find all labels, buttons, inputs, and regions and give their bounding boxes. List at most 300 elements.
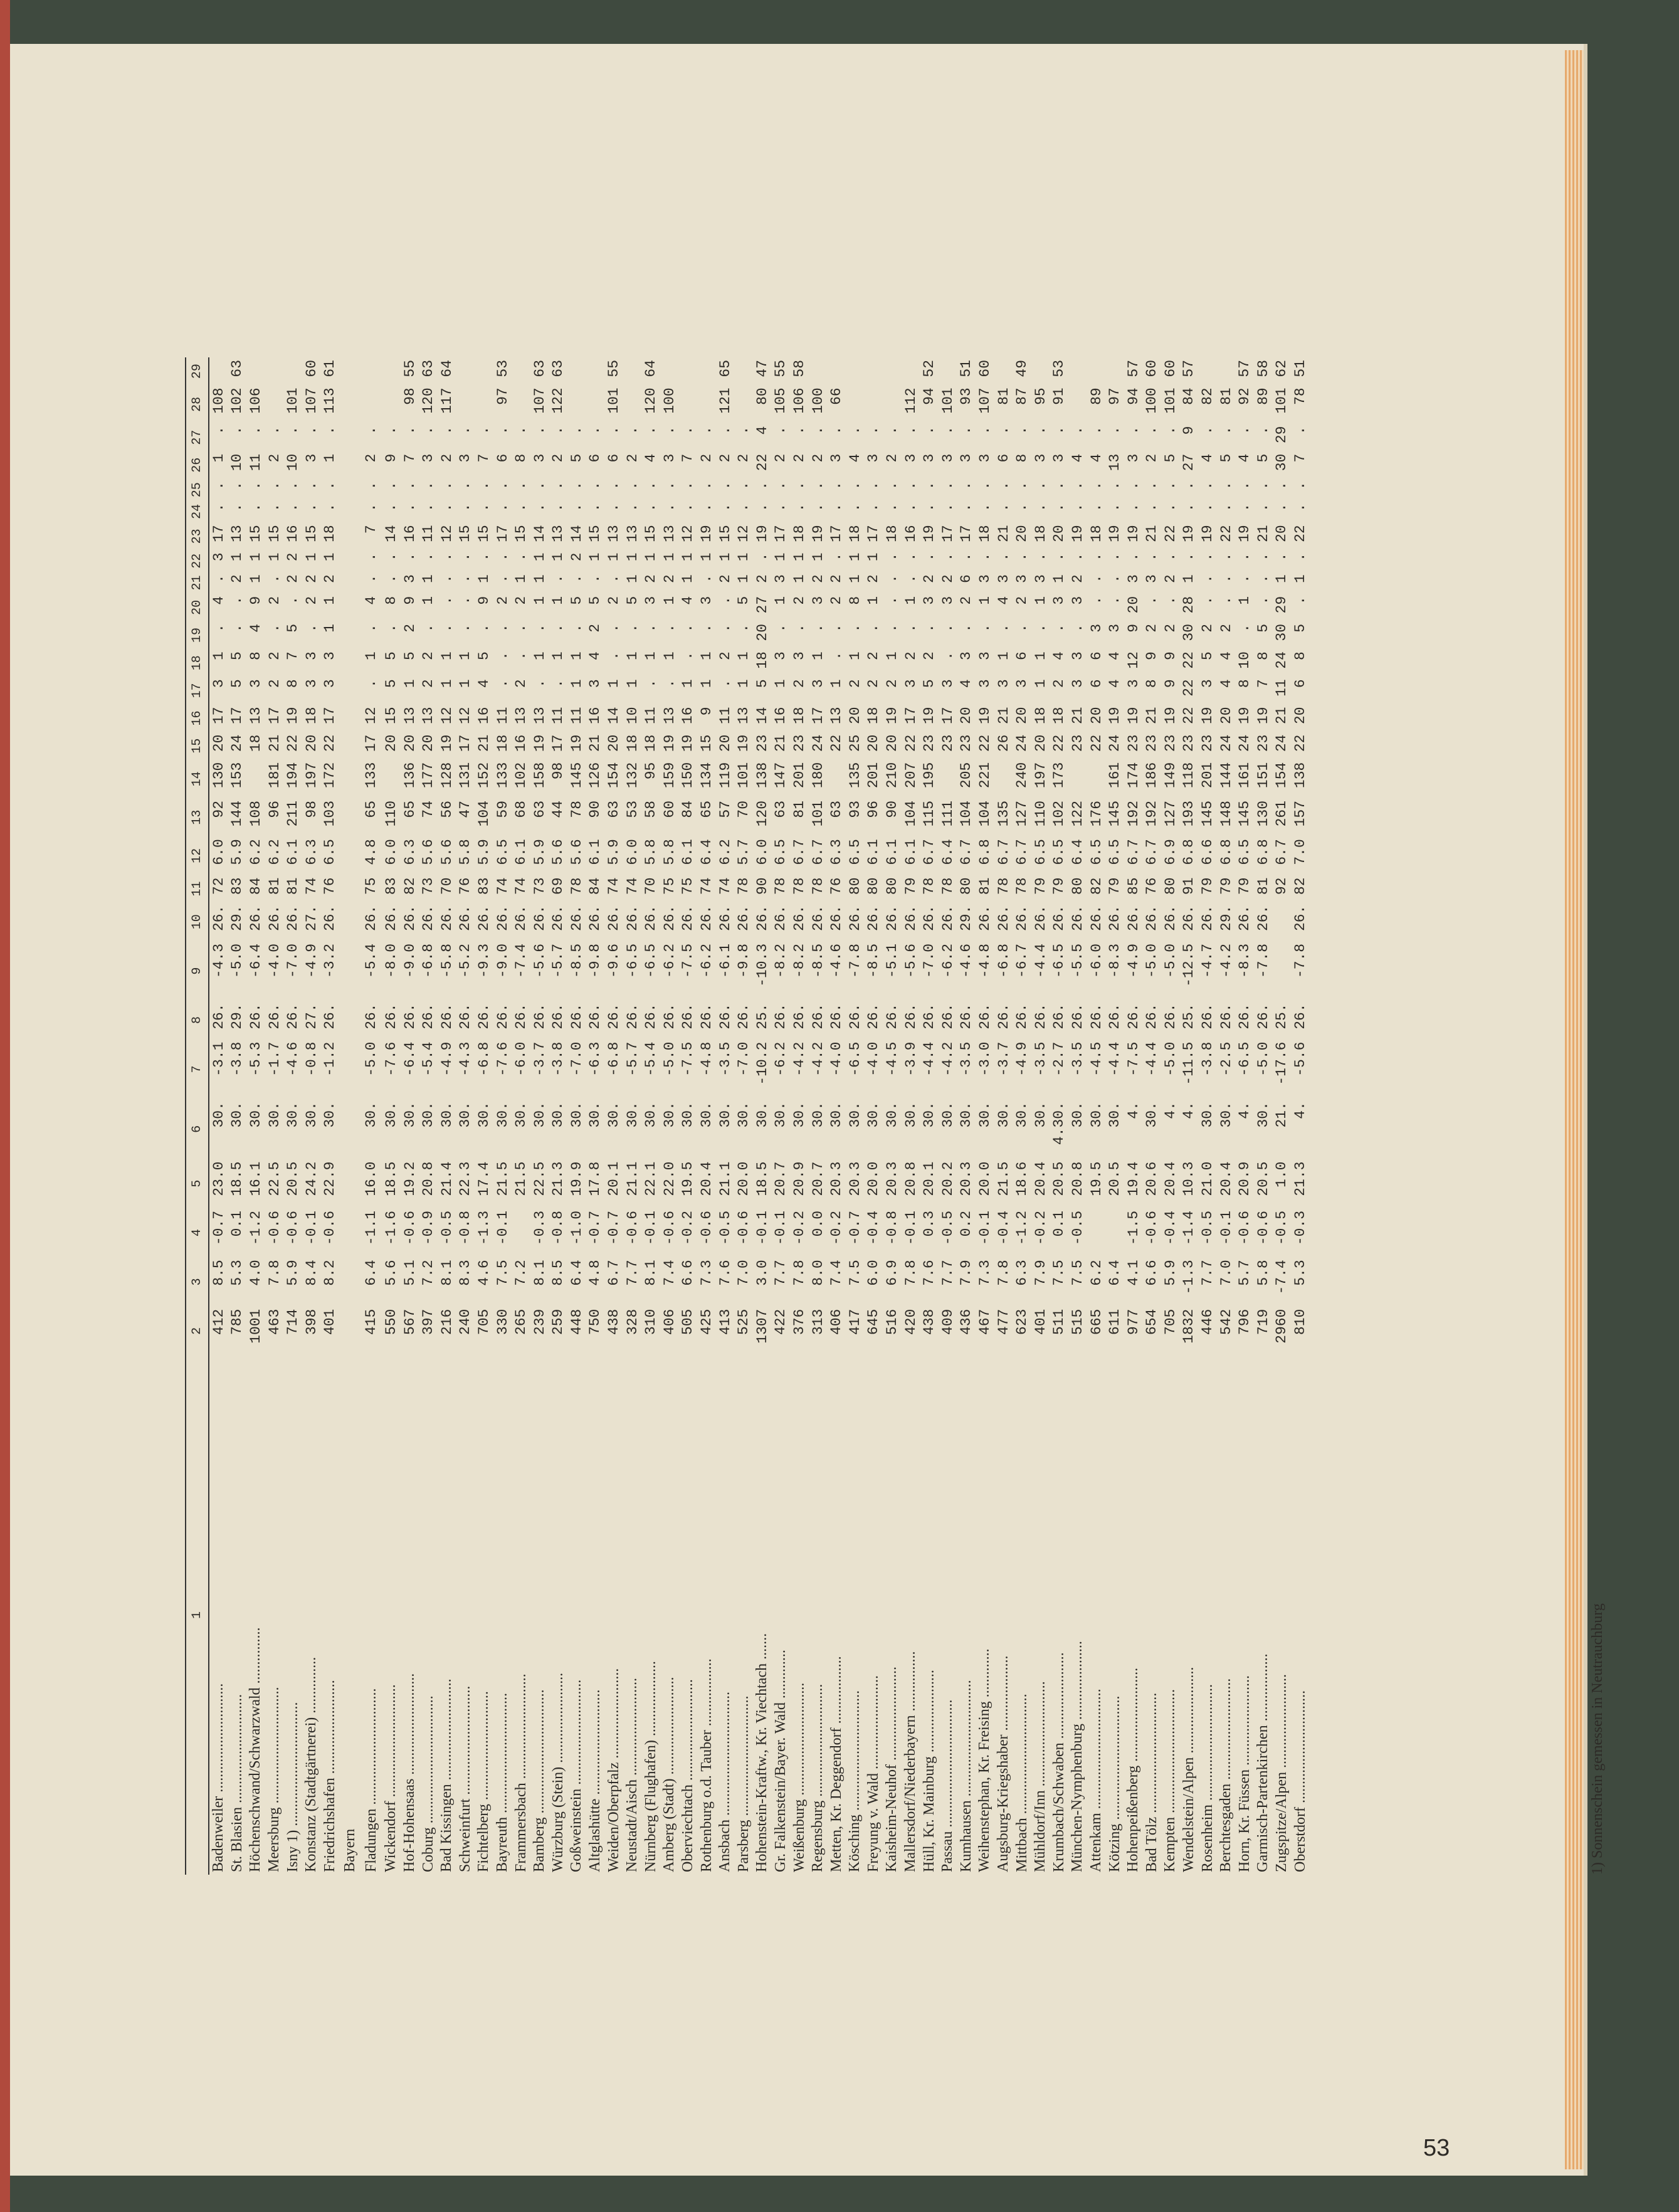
table-cell: 2 bbox=[568, 552, 585, 562]
table-cell: 26. bbox=[661, 905, 678, 932]
table-cell: . bbox=[865, 481, 882, 490]
table-cell: 5.8 bbox=[457, 839, 474, 865]
table-cell: . bbox=[883, 426, 900, 435]
table-cell: 20 bbox=[865, 734, 882, 752]
table-cell: 6.6 bbox=[1199, 839, 1216, 865]
table-cell: 26. bbox=[939, 905, 956, 932]
table-cell: 7.8 bbox=[791, 1260, 808, 1286]
table-cell: 261 bbox=[1273, 800, 1290, 827]
table-cell: 3 bbox=[1125, 679, 1142, 688]
table-row bbox=[1291, 357, 1310, 1875]
table-cell: 17 bbox=[939, 525, 956, 542]
table-cell bbox=[1068, 385, 1087, 423]
station-name: Hüll, Kr. Mainburg ...................... bbox=[920, 1670, 937, 1872]
table-cell: 6.3 bbox=[1014, 1260, 1031, 1286]
table-cell: 1 bbox=[322, 623, 339, 633]
table-cell bbox=[1087, 760, 1106, 798]
table-cell: 26. bbox=[363, 905, 380, 932]
table-cell: -9.3 bbox=[475, 943, 492, 979]
table-cell: -0.7 bbox=[210, 1210, 227, 1246]
column-header: 26 bbox=[186, 451, 209, 479]
table-cell: 26. bbox=[1144, 1003, 1161, 1030]
table-cell: 26. bbox=[883, 1003, 900, 1030]
table-cell: 0.0 bbox=[809, 1210, 826, 1237]
table-cell: -4.2 bbox=[809, 1041, 826, 1077]
table-cell: . bbox=[1144, 503, 1161, 512]
table-cell: 75 bbox=[363, 877, 380, 895]
table-cell: 26. bbox=[828, 905, 845, 932]
table-cell: -10.3 bbox=[754, 943, 771, 987]
table-cell: 9 bbox=[1162, 651, 1179, 660]
table-cell: 21 bbox=[1069, 707, 1086, 725]
table-cell: 22.0 bbox=[661, 1161, 678, 1196]
table-cell: 26. bbox=[1199, 1003, 1216, 1030]
table-cell: . bbox=[606, 651, 623, 660]
table-cell: 73 bbox=[420, 877, 437, 895]
station-name: Regensburg .............................. bbox=[809, 1683, 826, 1872]
table-cell: 3 bbox=[643, 596, 660, 605]
table-cell: . bbox=[587, 503, 604, 512]
table-cell: 6.2 bbox=[717, 839, 734, 865]
table-cell: . bbox=[494, 426, 511, 435]
table-cell: 4. bbox=[1125, 1102, 1142, 1119]
table-cell: 5 bbox=[475, 651, 492, 660]
table-cell: . bbox=[902, 552, 919, 562]
table-cell: 5 bbox=[1255, 453, 1271, 463]
table-cell: 7 bbox=[1292, 453, 1309, 463]
table-cell: 1 bbox=[828, 679, 845, 688]
table-cell: 259 bbox=[550, 1309, 567, 1335]
table-cell: . bbox=[976, 552, 993, 562]
table-cell: 79 bbox=[1218, 877, 1234, 895]
table-cell: 26. bbox=[531, 905, 548, 932]
table-cell bbox=[1087, 1208, 1106, 1257]
table-cell: 265 bbox=[513, 1309, 530, 1335]
table-cell: 79 bbox=[1051, 877, 1068, 895]
table-cell: 18 bbox=[494, 734, 511, 752]
table-cell: 1001 bbox=[247, 1309, 264, 1344]
table-cell: -7.8 bbox=[1255, 943, 1271, 979]
table-cell: -0.6 bbox=[661, 1210, 678, 1246]
table-cell: -1.3 bbox=[1181, 1260, 1197, 1295]
table-row bbox=[209, 357, 228, 1875]
table-cell: 78 bbox=[1292, 387, 1309, 405]
table-cell: 22 bbox=[902, 734, 919, 752]
table-cell: 1307 bbox=[754, 1309, 771, 1344]
table-cell: 94 bbox=[1125, 387, 1142, 405]
table-cell: 76 bbox=[1144, 877, 1161, 895]
table-cell: 3 bbox=[1014, 679, 1031, 688]
table-cell: . bbox=[754, 503, 771, 512]
column-header: 28 bbox=[186, 385, 209, 423]
table-cell: 20.9 bbox=[791, 1161, 808, 1196]
table-cell bbox=[865, 385, 883, 423]
table-cell: 30. bbox=[513, 1102, 530, 1128]
table-cell: 61 bbox=[322, 360, 339, 377]
column-header: 19 bbox=[186, 621, 209, 649]
table-cell: -5.1 bbox=[883, 943, 900, 979]
table-cell: . bbox=[1088, 481, 1105, 490]
table-cell: 7.7 bbox=[1199, 1260, 1216, 1286]
table-cell: 3 bbox=[1125, 574, 1142, 583]
table-cell: 20.1 bbox=[606, 1161, 623, 1196]
table-cell: . bbox=[828, 503, 845, 512]
table-cell: 3 bbox=[1199, 679, 1216, 688]
table-cell: 2 bbox=[303, 574, 320, 583]
table-cell: 7.8 bbox=[995, 1260, 1012, 1286]
table-cell: 17 bbox=[865, 525, 882, 542]
table-cell: 78 bbox=[568, 800, 585, 818]
table-cell: 17 bbox=[939, 707, 956, 725]
column-header: 8 bbox=[186, 1001, 209, 1039]
table-row bbox=[883, 357, 902, 1875]
table-cell: 157 bbox=[1292, 800, 1309, 827]
table-cell: 240 bbox=[457, 1309, 474, 1335]
table-cell: . bbox=[791, 426, 808, 435]
table-cell: 17 bbox=[266, 707, 283, 725]
table-cell: -4.0 bbox=[266, 943, 283, 979]
table-cell: 26. bbox=[1218, 1003, 1234, 1030]
table-cell: 516 bbox=[883, 1309, 900, 1335]
table-cell: 29. bbox=[958, 905, 975, 932]
table-cell bbox=[734, 357, 753, 385]
table-row bbox=[753, 357, 772, 1875]
table-cell: 68 bbox=[513, 800, 530, 818]
table-cell: 1 bbox=[809, 552, 826, 562]
table-cell: 26. bbox=[883, 905, 900, 932]
station-name: Fichtelberg ............................. bbox=[475, 1691, 492, 1872]
table-cell: . bbox=[995, 426, 1012, 435]
table-cell: 313 bbox=[809, 1309, 826, 1335]
station-name: Parsberg ................................ bbox=[735, 1695, 752, 1872]
table-cell: 20.4 bbox=[698, 1161, 715, 1196]
table-cell: . bbox=[363, 481, 380, 490]
table-cell: . bbox=[1069, 481, 1086, 490]
table-cell: 1 bbox=[363, 651, 380, 660]
table-cell: 5.9 bbox=[1162, 1260, 1179, 1286]
table-cell: . bbox=[401, 503, 418, 512]
table-cell: 83 bbox=[229, 877, 246, 895]
table-cell: 7.3 bbox=[976, 1260, 993, 1286]
table-cell: 105 bbox=[772, 387, 789, 414]
table-cell bbox=[994, 760, 1013, 798]
table-cell: 3 bbox=[1069, 679, 1086, 688]
table-cell: 2 bbox=[587, 623, 604, 633]
table-cell: 30. bbox=[266, 1102, 283, 1128]
table-cell: 6.3 bbox=[303, 839, 320, 865]
table-cell: 83 bbox=[382, 877, 399, 895]
table-cell: -6.4 bbox=[247, 943, 264, 979]
table-cell: . bbox=[1162, 481, 1179, 490]
table-cell: 6.6 bbox=[1144, 1260, 1161, 1286]
table-cell: 6.0 bbox=[382, 839, 399, 865]
table-cell: . bbox=[1218, 503, 1234, 512]
table-cell: 19 bbox=[1125, 525, 1142, 542]
table-cell: 20.8 bbox=[902, 1161, 919, 1196]
table-cell: -3.5 bbox=[1032, 1041, 1049, 1077]
table-cell: . bbox=[1181, 552, 1197, 562]
table-cell: 90 bbox=[883, 800, 900, 818]
table-cell: 3 bbox=[976, 453, 993, 463]
table-cell: . bbox=[475, 552, 492, 562]
table-cell: 26. bbox=[1088, 1003, 1105, 1030]
table-cell: 7.2 bbox=[513, 1260, 530, 1286]
table-cell: -0.7 bbox=[846, 1210, 863, 1246]
table-cell bbox=[1068, 357, 1087, 385]
table-cell: -1.5 bbox=[1125, 1210, 1142, 1246]
table-cell: 20.4 bbox=[1032, 1161, 1049, 1196]
table-cell: 26. bbox=[1255, 905, 1271, 932]
station-name: St. Blasien ............................. bbox=[228, 1693, 245, 1872]
table-cell: 2 bbox=[1199, 623, 1216, 633]
table-cell bbox=[827, 760, 846, 798]
table-cell: -3.7 bbox=[531, 1041, 548, 1077]
table-cell: . bbox=[995, 481, 1012, 490]
table-cell: . bbox=[438, 552, 455, 562]
table-cell: 26. bbox=[902, 1003, 919, 1030]
table-cell: 4. bbox=[1162, 1102, 1179, 1119]
table-cell: -8.5 bbox=[809, 943, 826, 979]
table-cell: 26. bbox=[643, 905, 660, 932]
table-cell: . bbox=[939, 623, 956, 633]
table-cell: -0.4 bbox=[995, 1210, 1012, 1246]
table-cell: 120 bbox=[754, 800, 771, 827]
table-cell: . bbox=[382, 623, 399, 633]
table-cell: 8.0 bbox=[809, 1260, 826, 1286]
table-cell: 94 bbox=[921, 387, 938, 405]
table-cell: . bbox=[401, 481, 418, 490]
table-cell: 174 bbox=[1125, 762, 1142, 789]
table-cell: . bbox=[210, 574, 227, 583]
station-name: Meersburg ............................... bbox=[266, 1687, 283, 1872]
table-cell: 152 bbox=[475, 762, 492, 789]
table-cell: 22 bbox=[1051, 734, 1068, 752]
table-row bbox=[339, 357, 361, 1875]
table-cell: . bbox=[1218, 596, 1234, 605]
table-cell: 401 bbox=[1032, 1309, 1049, 1335]
table-cell: -0.5 bbox=[1273, 1210, 1290, 1246]
table-cell: 1 bbox=[322, 552, 339, 562]
table-row bbox=[1105, 357, 1124, 1875]
table-cell: 89 bbox=[1088, 387, 1105, 405]
table-cell: . bbox=[1273, 503, 1290, 512]
table-cell: . bbox=[735, 426, 752, 435]
table-cell: 4 bbox=[1107, 679, 1124, 688]
table-cell: . bbox=[921, 481, 938, 490]
table-cell: 100 bbox=[809, 387, 826, 414]
table-cell bbox=[623, 385, 642, 423]
table-row bbox=[549, 357, 568, 1875]
table-cell: 19 bbox=[1236, 525, 1253, 542]
table-cell: . bbox=[568, 574, 585, 583]
station-name: Bad Kissingen ........................... bbox=[438, 1678, 455, 1872]
table-cell: 5.9 bbox=[475, 839, 492, 865]
table-cell: 1 bbox=[550, 596, 567, 605]
table-cell: -7.5 bbox=[1125, 1041, 1142, 1077]
table-cell: 19 bbox=[1069, 525, 1086, 542]
table-cell: . bbox=[1162, 426, 1179, 435]
table-cell: 16.1 bbox=[247, 1161, 264, 1196]
table-cell: 14 bbox=[531, 525, 548, 542]
table-cell: 23.0 bbox=[210, 1161, 227, 1196]
table-cell: 23 bbox=[939, 734, 956, 752]
table-cell: 6.1 bbox=[883, 839, 900, 865]
table-cell: 6.6 bbox=[680, 1260, 697, 1286]
table-cell: 104 bbox=[976, 800, 993, 827]
table-row bbox=[827, 357, 846, 1875]
table-cell: 1 bbox=[420, 596, 437, 605]
table-cell: 12 bbox=[438, 525, 455, 542]
table-cell: 98 bbox=[550, 762, 567, 780]
table-row bbox=[772, 357, 791, 1875]
table-cell: -4.6 bbox=[285, 1041, 302, 1077]
table-cell: 132 bbox=[624, 762, 641, 789]
footnote: 1) Sonnenschein gemessen in Neutrauchburg bbox=[1589, 1603, 1606, 1875]
column-header: 24 bbox=[186, 501, 209, 523]
table-cell: 6 bbox=[587, 453, 604, 463]
table-cell: 7.4 bbox=[828, 1260, 845, 1286]
table-cell: 78 bbox=[791, 877, 808, 895]
station-name: Berchtesgaden ........................... bbox=[1218, 1678, 1234, 1872]
table-row bbox=[865, 357, 883, 1875]
table-row bbox=[1068, 357, 1087, 1875]
table-cell: 27 bbox=[1181, 453, 1197, 471]
table-cell: 197 bbox=[303, 762, 320, 789]
table-cell: 26. bbox=[587, 1003, 604, 1030]
table-cell: 23 bbox=[1069, 734, 1086, 752]
table-cell: 2 bbox=[624, 453, 641, 463]
table-cell: . bbox=[363, 623, 380, 633]
table-cell: 1 bbox=[550, 651, 567, 660]
table-cell: 1 bbox=[791, 552, 808, 562]
table-cell: 96 bbox=[865, 800, 882, 818]
table-cell: 30. bbox=[1069, 1102, 1086, 1128]
table-cell: 4 bbox=[754, 426, 771, 435]
table-cell: 8.1 bbox=[643, 1260, 660, 1286]
table-cell: 193 bbox=[1181, 800, 1197, 827]
table-cell: 6.7 bbox=[1014, 839, 1031, 865]
table-cell: 82 bbox=[1199, 387, 1216, 405]
table-cell: 26. bbox=[921, 905, 938, 932]
table-cell: 26. bbox=[568, 905, 585, 932]
table-cell: -2.5 bbox=[1218, 1041, 1234, 1077]
table-cell: . bbox=[550, 426, 567, 435]
table-cell: 17 bbox=[772, 525, 789, 542]
table-cell: 2 bbox=[438, 453, 455, 463]
table-cell: . bbox=[401, 426, 418, 435]
table-cell bbox=[265, 385, 284, 423]
table-cell: . bbox=[457, 623, 474, 633]
table-cell: 7.0 bbox=[1292, 839, 1309, 865]
table-cell: -8.3 bbox=[1107, 943, 1124, 979]
table-cell: 567 bbox=[401, 1309, 418, 1335]
table-cell: 13 bbox=[247, 707, 264, 725]
table-cell: -7.8 bbox=[1292, 943, 1309, 979]
table-cell: 4 bbox=[1051, 651, 1068, 660]
table-cell: 3 bbox=[939, 596, 956, 605]
table-cell: 20.1 bbox=[921, 1161, 938, 1196]
column-header: 15 bbox=[186, 732, 209, 760]
table-cell: 74 bbox=[494, 877, 511, 895]
table-cell: . bbox=[735, 623, 752, 633]
table-cell: 144 bbox=[229, 800, 246, 827]
table-cell: 30. bbox=[587, 1102, 604, 1128]
table-cell: 20.9 bbox=[1236, 1161, 1253, 1196]
table-cell: 22 bbox=[1181, 651, 1197, 669]
table-cell bbox=[339, 572, 361, 594]
table-cell: 30. bbox=[958, 1102, 975, 1128]
table-cell: 1 bbox=[606, 552, 623, 562]
table-cell: 26. bbox=[921, 1003, 938, 1030]
table-cell: 20 bbox=[717, 734, 734, 752]
station-name: Würzburg (Stein) ........................ bbox=[549, 1672, 566, 1872]
column-header: 7 bbox=[186, 1040, 209, 1099]
table-cell: 26. bbox=[809, 1003, 826, 1030]
table-cell: 24 bbox=[229, 734, 246, 752]
table-cell: 30. bbox=[939, 1102, 956, 1128]
table-cell: 2 bbox=[1069, 574, 1086, 583]
table-cell: 2 bbox=[921, 651, 938, 660]
table-cell: 1 bbox=[1032, 679, 1049, 688]
table-cell: 1 bbox=[661, 552, 678, 562]
table-cell: 22.1 bbox=[643, 1161, 660, 1196]
table-cell: . bbox=[846, 623, 863, 633]
table-cell: 79 bbox=[1032, 877, 1049, 895]
table-cell: 6.3 bbox=[828, 839, 845, 865]
table-cell: 30. bbox=[624, 1102, 641, 1128]
table-cell: 1832 bbox=[1181, 1309, 1197, 1344]
table-cell: -8.5 bbox=[568, 943, 585, 979]
table-cell bbox=[339, 550, 361, 572]
table-cell: 1 bbox=[717, 552, 734, 562]
table-cell bbox=[339, 1307, 361, 1356]
table-cell: 144 bbox=[1218, 762, 1234, 789]
table-cell: 15 bbox=[513, 525, 530, 542]
table-cell: 5.6 bbox=[438, 839, 455, 865]
table-cell: 134 bbox=[698, 762, 715, 789]
table-cell: . bbox=[247, 481, 264, 490]
table-cell: 145 bbox=[1199, 800, 1216, 827]
table-cell: . bbox=[902, 574, 919, 583]
table-cell: -8.0 bbox=[382, 943, 399, 979]
table-cell: -0.2 bbox=[1032, 1210, 1049, 1246]
table-cell: . bbox=[550, 623, 567, 633]
table-cell: 30. bbox=[1014, 1102, 1031, 1128]
table-cell: 16.0 bbox=[363, 1161, 380, 1196]
table-cell: 5.3 bbox=[1292, 1260, 1309, 1286]
table-cell: 26. bbox=[531, 1003, 548, 1030]
table-cell: . bbox=[285, 426, 302, 435]
table-cell: 26. bbox=[1292, 905, 1309, 932]
table-cell: 20.5 bbox=[1051, 1161, 1068, 1196]
table-cell: 26. bbox=[1125, 905, 1142, 932]
table-cell: 3 bbox=[772, 574, 789, 583]
table-cell: 4 bbox=[475, 679, 492, 688]
column-header: 18 bbox=[186, 649, 209, 677]
table-cell bbox=[586, 357, 605, 385]
table-cell: 149 bbox=[1162, 762, 1179, 789]
table-cell: 5.3 bbox=[229, 1260, 246, 1286]
table-cell: 438 bbox=[921, 1309, 938, 1335]
table-cell: 22 bbox=[1292, 734, 1309, 752]
table-cell: 13 bbox=[229, 525, 246, 542]
table-cell: . bbox=[420, 503, 437, 512]
table-cell bbox=[1273, 941, 1292, 1001]
table-cell: . bbox=[717, 481, 734, 490]
table-cell: 26. bbox=[846, 905, 863, 932]
rotated-table-block bbox=[185, 357, 1621, 1875]
table-cell: 17 bbox=[210, 707, 227, 725]
